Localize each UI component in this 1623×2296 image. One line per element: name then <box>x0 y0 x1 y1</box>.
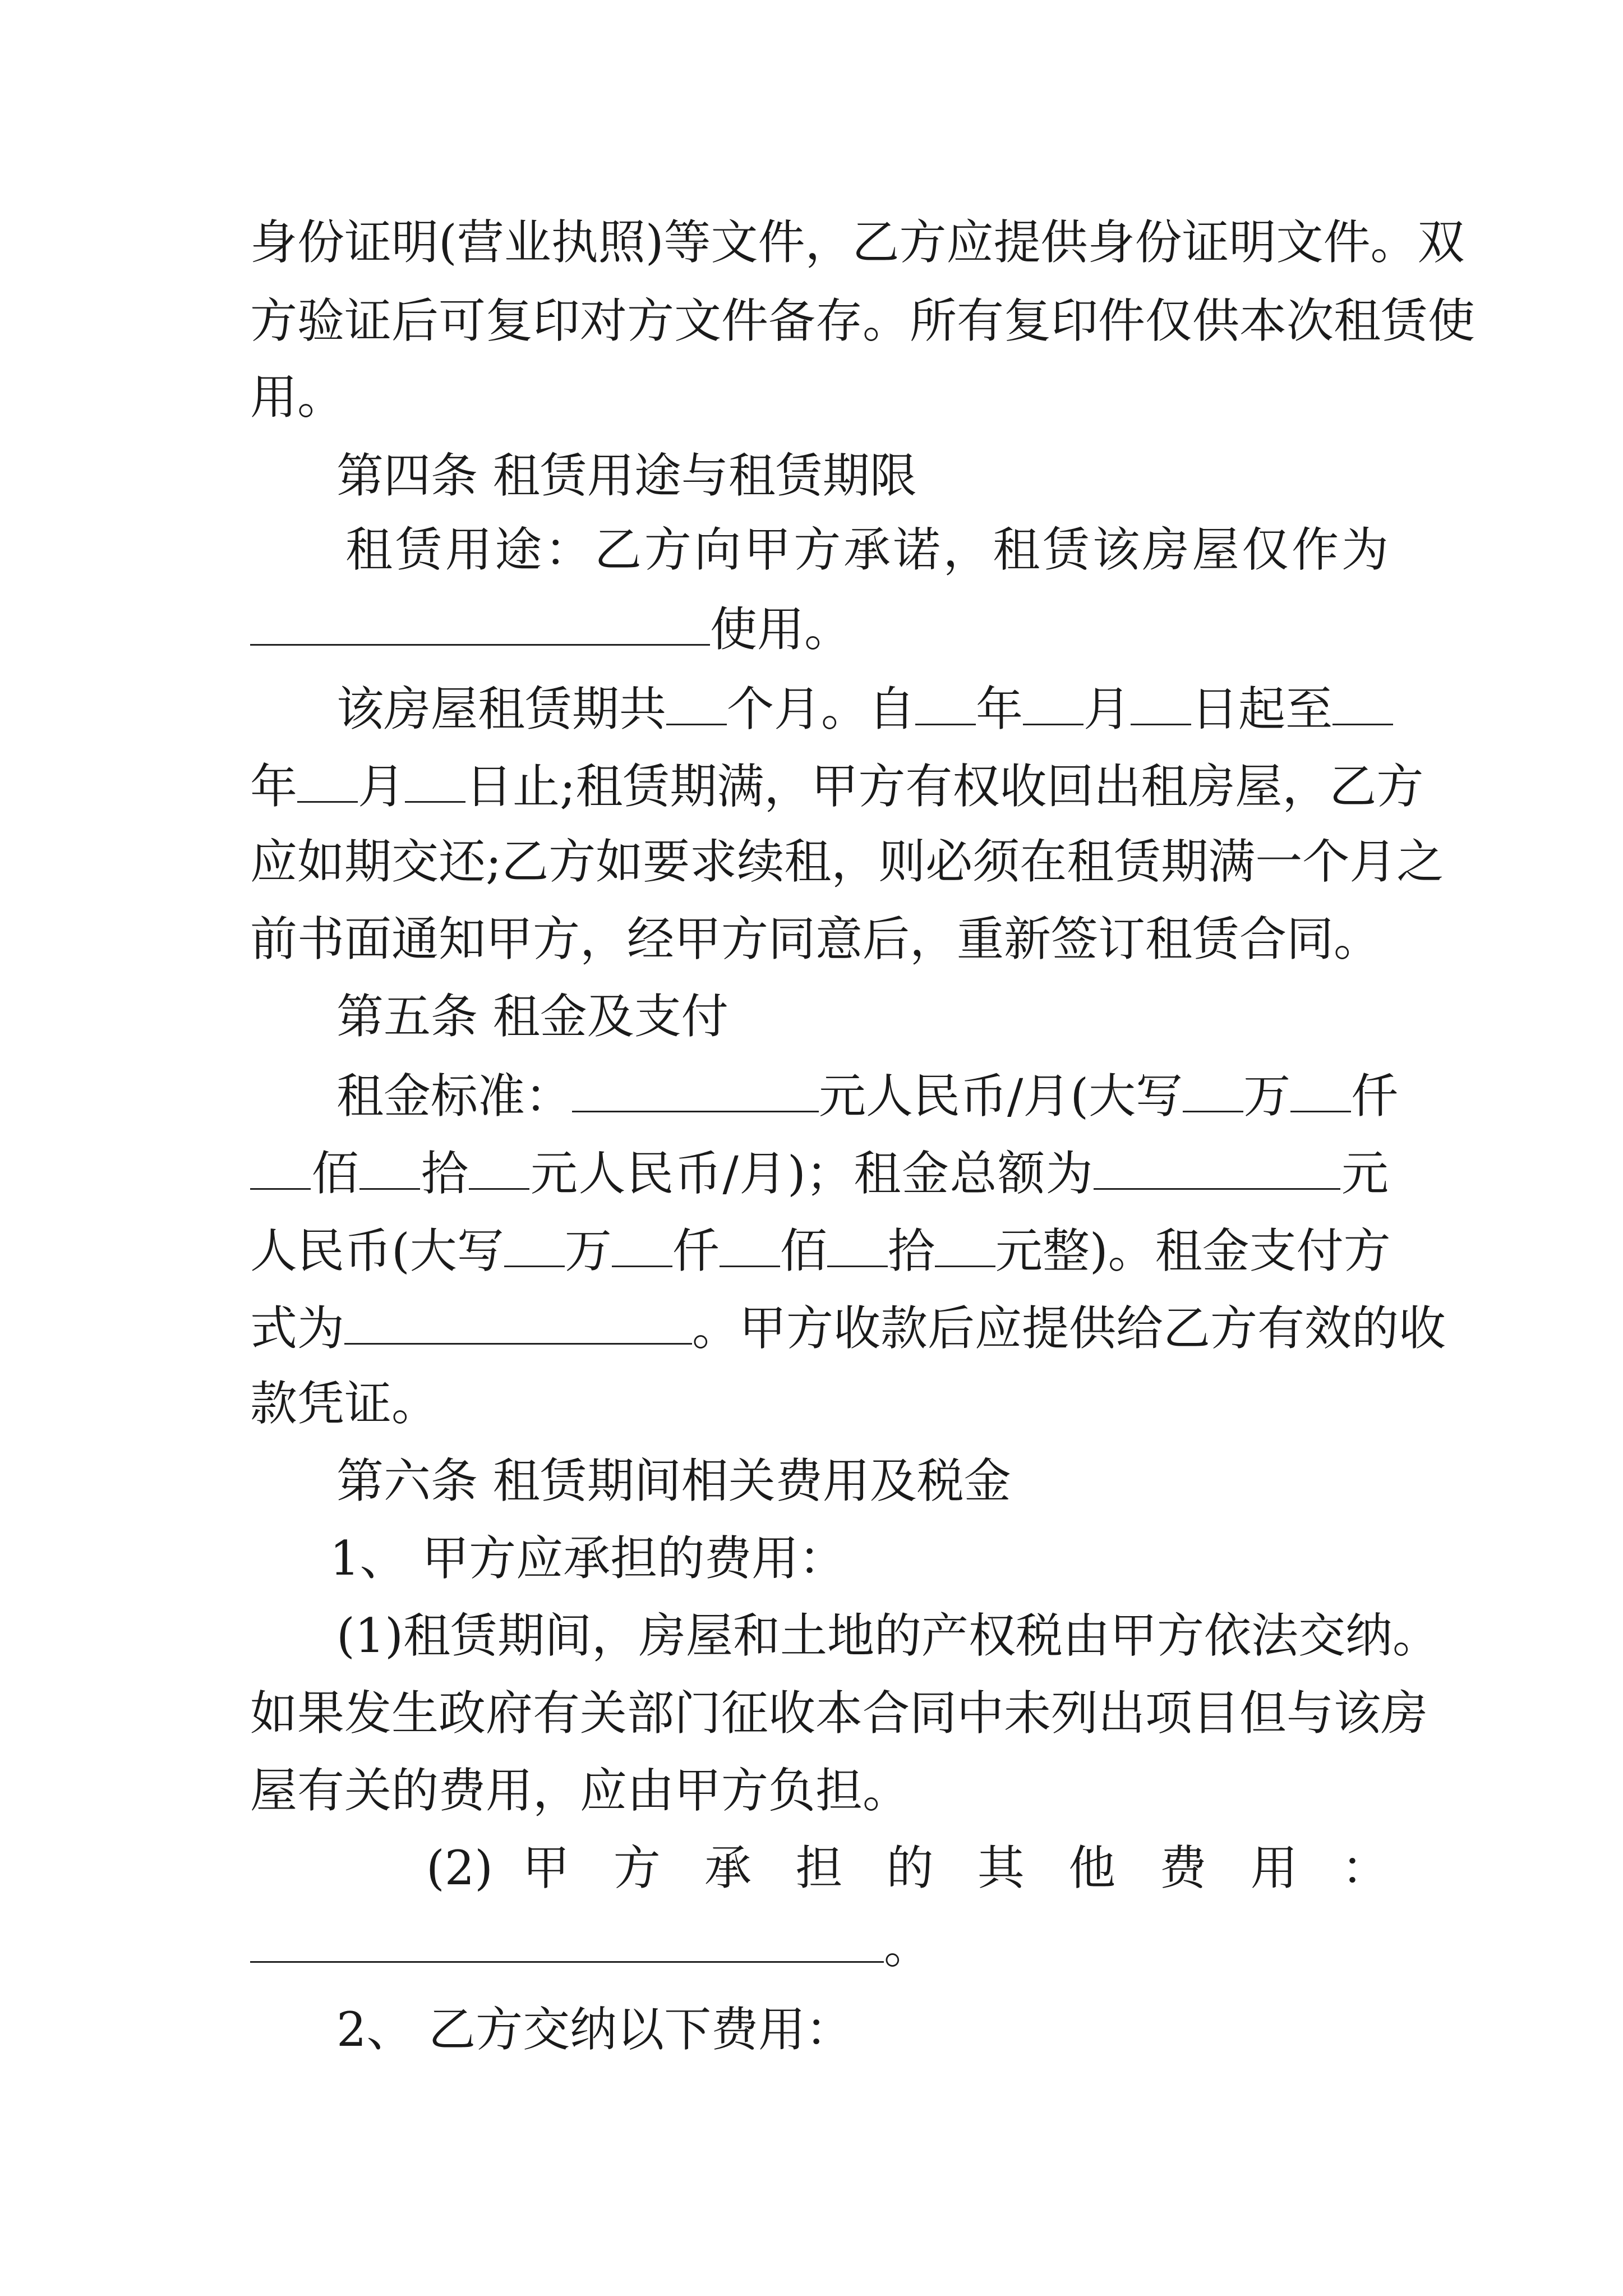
list-item: 1、 甲方应承担的费用： <box>330 1531 846 1586</box>
blank-field <box>405 761 465 803</box>
blank-field <box>1094 1148 1340 1190</box>
blank-field <box>359 1148 420 1190</box>
blank-field <box>720 1225 780 1267</box>
blank-field <box>1023 683 1083 725</box>
text-segment: 拾 <box>420 1146 469 1201</box>
section-heading-5: 第五条 租金及支付 <box>336 989 728 1044</box>
text-line: (1)租赁期间，房屋和土地的产权税由甲方依法交纳。 <box>336 1608 1440 1663</box>
text-segment: 该房屋租赁期共 <box>336 682 667 737</box>
text-segment: 万 <box>1243 1069 1291 1124</box>
text-segment: 日起至 <box>1191 682 1333 737</box>
blank-field <box>469 1148 529 1190</box>
text-line: 如果发生政府有关部门征收本合同中未列出项目但与该房 <box>250 1686 1428 1741</box>
blank-field <box>572 1070 819 1112</box>
section-heading-6: 第六条 租赁期间相关费用及税金 <box>336 1453 1011 1508</box>
blank-field <box>1183 1070 1243 1112</box>
text-segment: 个月。自 <box>727 682 916 737</box>
blank-field <box>250 1148 311 1190</box>
text-segment: 式为 <box>250 1301 345 1356</box>
text-line: 身份证明(营业执照)等文件，乙方应提供身份证明文件。双 <box>250 215 1465 270</box>
text-segment: 月 <box>1083 682 1131 737</box>
blank-field <box>344 1303 692 1345</box>
text-segment: 佰 <box>780 1223 827 1278</box>
text-segment: 。甲方收款后应提供给乙方有效的收 <box>692 1301 1446 1356</box>
blank-field <box>250 604 710 646</box>
text-segment: 元 <box>1340 1146 1389 1201</box>
text-segment: 拾 <box>887 1223 935 1278</box>
list-item: 2、 乙方交纳以下费用： <box>336 2002 853 2057</box>
text-segment: 人民币(大写 <box>250 1223 504 1278</box>
blank-field <box>250 1921 884 1963</box>
blank-field <box>297 761 358 803</box>
section-heading-4: 第四条 租赁用途与租赁期限 <box>336 448 917 503</box>
text-segment: 万 <box>564 1223 612 1278</box>
text-segment: 日止;租赁期满，甲方有权收回出租房屋，乙方 <box>465 759 1424 814</box>
blank-field <box>666 683 727 725</box>
blank-field <box>915 683 976 725</box>
text-segment: 元人民币/月(大写 <box>819 1069 1183 1124</box>
text-segment: 佰 <box>311 1146 360 1201</box>
text-segment: 仟 <box>1351 1069 1399 1124</box>
text-line <box>250 1301 1446 1356</box>
text-line: 应如期交还;乙方如要求续租，则必须在租赁期满一个月之 <box>250 834 1444 889</box>
text-line: 前书面通知甲方，经甲方同意后，重新签订租赁合同。 <box>250 912 1381 967</box>
text-line: 方验证后可复印对方文件备存。所有复印件仅供本次租赁使 <box>250 293 1476 348</box>
blank-field <box>1332 683 1393 725</box>
text-line: 款凭证。 <box>250 1376 439 1431</box>
text-segment: 使用。 <box>710 602 852 657</box>
text-line: 用。 <box>250 370 345 425</box>
text-line: 屋有关的费用，应由甲方负担。 <box>250 1763 910 1818</box>
text-line <box>250 759 1424 814</box>
text-segment: 年 <box>250 759 298 814</box>
text-segment: 仟 <box>672 1223 720 1278</box>
blank-field <box>827 1225 888 1267</box>
text-line: (2) 甲 方 承 担 的 其 他 费 用 ： <box>426 1841 1389 1895</box>
blank-field <box>612 1225 672 1267</box>
text-segment: 元人民币/月)；租金总额为 <box>529 1146 1094 1201</box>
text-line <box>250 602 1389 657</box>
text-segment: 年 <box>976 682 1023 737</box>
text-line <box>336 682 1389 737</box>
text-line <box>250 1146 1389 1201</box>
text-segment: 。 <box>884 1919 932 1974</box>
text-line <box>336 1069 1399 1124</box>
blank-field <box>935 1225 995 1267</box>
text-segment: 元整)。租金支付方 <box>995 1223 1391 1278</box>
text-line: 租赁用途：乙方向甲方承诺，租赁该房屋仅作为 <box>345 522 1389 577</box>
text-segment: 月 <box>358 759 405 814</box>
text-line <box>250 1919 1389 1974</box>
text-segment: 租金标准： <box>336 1069 573 1124</box>
blank-field <box>1290 1070 1351 1112</box>
text-line <box>250 1223 1391 1278</box>
blank-field <box>1131 683 1191 725</box>
blank-field <box>504 1225 565 1267</box>
